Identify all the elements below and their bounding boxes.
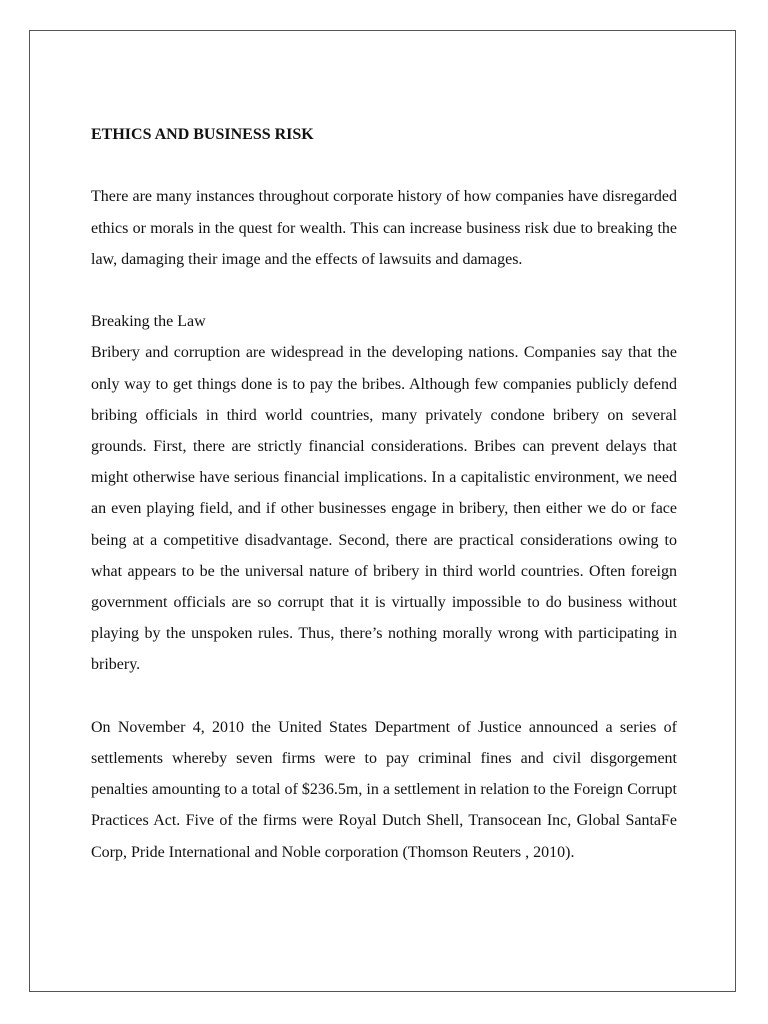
settlement-paragraph: On November 4, 2010 the United States Department of Justice announced a series of settlements whereby seven firms were to pay criminal fines and civil disgorgement penalties amounting to a total of $236.5m, in a settlement in relation to the Foreign Corrupt Practices Act. Five of the firms were Royal Dutch Shell, Transocean Inc, Global SantaFe Corp, Pride International and Noble corporation (Thomson Reuters , 2010). bbox=[91, 718, 677, 861]
intro-paragraph: There are many instances throughout corporate history of how companies have disregarded ethics or morals in the quest for wealth. This can increase business risk due to breaking the law, damaging their image and the effects of lawsuits and damages. bbox=[91, 188, 677, 268]
document-body bbox=[91, 119, 677, 868]
spacer bbox=[91, 275, 677, 306]
spacer bbox=[91, 681, 677, 712]
document-title: ETHICS AND BUSINESS RISK bbox=[91, 126, 314, 143]
bribery-paragraph: Bribery and corruption are widespread in the developing nations. Companies say that the only way to get things done is to pay the bribes. Although few companies publicly defend bribing officials in third world countries, many privately condone bribery on several grounds. First, there are strictly financial considerations. Bribes can prevent delays that might otherwise have serious financial implications. In a capitalistic environment, we need an even playing field, and if other businesses engage in bribery, then either we do or face being at a competitive disadvantage. Second, there are practical considerations owing to what appears to be the universal nature of bribery in third world countries. Often foreign government officials are so corrupt that it is virtually impossible to do business without playing by the unspoken rules. Thus, there’s nothing morally wrong with participating in bribery. bbox=[91, 344, 677, 674]
spacer bbox=[91, 150, 677, 181]
document-page bbox=[29, 30, 736, 992]
section-heading: Breaking the Law bbox=[91, 313, 206, 331]
